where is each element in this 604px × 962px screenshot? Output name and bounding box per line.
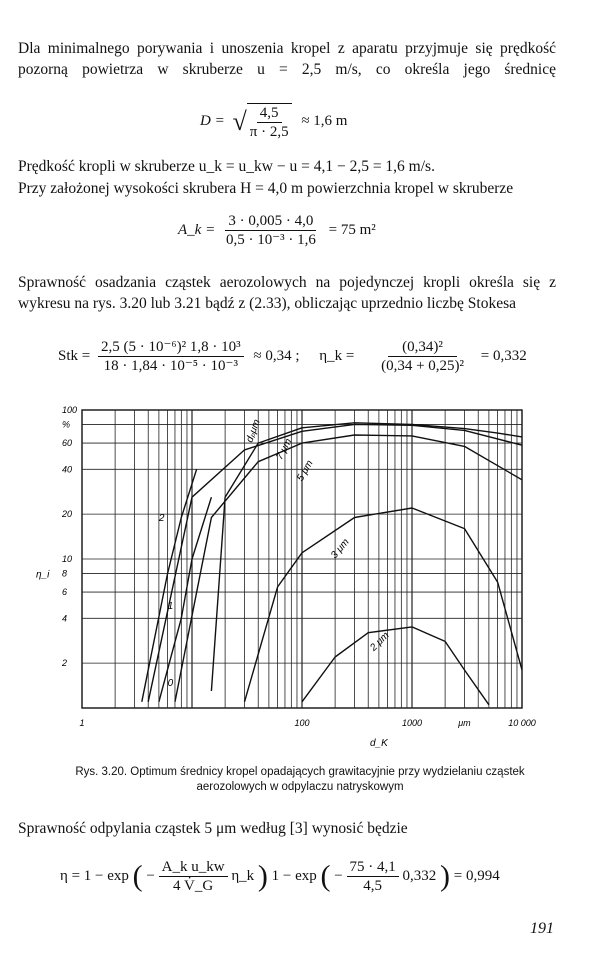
eq-etak-den: (0,34 + 0,25)² bbox=[381, 358, 465, 374]
page-number-text: 191 bbox=[530, 920, 554, 937]
curve-label-0: 0 bbox=[167, 678, 174, 690]
eq-d-num: 4,5 bbox=[257, 104, 282, 123]
figure-caption-text: Rys. 3.20. Optimum średnicy kropel opadających grawitacyjnie przy wydzielaniu cząstek aerozolowych w odpylaczu natryskowym bbox=[75, 766, 525, 793]
eq-eta-minus: − bbox=[146, 867, 155, 884]
y-tick-label: 4 bbox=[62, 613, 68, 624]
eq-stk-den: 18 · 1,84 · 10⁻⁵ · 10⁻³ bbox=[103, 358, 238, 374]
sqrt-sign: √ bbox=[232, 107, 247, 136]
eq-eta-val: 0,332 bbox=[402, 867, 437, 884]
paragraph-1-text: Dla minimalnego porywania i unoszenia kropel z aparatu przyjmuje się prędkość pozorną powietrza w skruberze u = 2,5 m/s, co określa jego średnicę bbox=[18, 40, 556, 78]
eq-a-den: 0,5 · 10⁻³ · 1,6 bbox=[225, 232, 316, 248]
curve-label-3um: 3 μm bbox=[328, 536, 352, 561]
eq-stk-fraction bbox=[98, 338, 244, 375]
eq-d-fraction bbox=[247, 104, 292, 141]
page-number bbox=[530, 920, 554, 938]
paren-open-1: ( bbox=[132, 859, 143, 893]
curve-label-dp: dₚμm bbox=[244, 418, 263, 445]
paren-close-1: ) bbox=[257, 859, 268, 893]
eq-a-lhs: A_k = bbox=[178, 221, 216, 238]
paragraph-3 bbox=[18, 178, 578, 199]
curve-label-1: 1 bbox=[167, 601, 174, 613]
eq-eta-p2: 1 − exp bbox=[271, 867, 317, 884]
y-tick-label: 2 bbox=[62, 658, 68, 669]
paragraph-2 bbox=[18, 156, 578, 177]
x-tick-label: 1000 bbox=[401, 718, 423, 728]
paren-open-2: ( bbox=[320, 859, 331, 893]
equation-efficiency bbox=[60, 858, 500, 895]
paragraph-4-text: Sprawność osadzania cząstek aerozolowych na pojedynczej kropli określa się z wykresu na rys. 3.20 lub 3.21 bądź z (2.33), obliczając uprzednio liczbę Stokesa bbox=[18, 274, 556, 312]
series-curve-3 bbox=[245, 508, 523, 702]
eq-stk-num: 2,5 (5 · 10⁻⁶)² 1,8 · 10³ bbox=[98, 338, 244, 357]
eq-a-fraction bbox=[223, 212, 319, 249]
eq-eta-fraction-1 bbox=[159, 858, 228, 895]
series-curve-2 bbox=[175, 435, 522, 702]
paragraph-5-text: Sprawność odpylania cząstek 5 μm według [3] wynosić będzie bbox=[18, 820, 408, 837]
chart-figure bbox=[20, 398, 560, 748]
eq-eta-den: 4 V̇_G bbox=[173, 878, 214, 894]
eq-eta-fraction-2 bbox=[347, 858, 399, 895]
eq-eta-result: = 0,994 bbox=[453, 867, 500, 884]
x-tick-label: 1 bbox=[79, 718, 85, 728]
eq-eta-num2: 75 · 4,1 bbox=[347, 858, 399, 877]
paragraph-2-text: Prędkość kropli w skruberze u_k = u_kw − u = 4,1 − 2,5 = 1,6 m/s. bbox=[18, 158, 435, 175]
eq-eta-den2: 4,5 bbox=[363, 878, 383, 894]
y-tick-label: 100 bbox=[62, 405, 78, 415]
eq-etak-num: (0,34)² bbox=[388, 338, 457, 357]
eq-etak-result: = 0,332 bbox=[480, 347, 527, 364]
y-tick-label: 60 bbox=[62, 438, 73, 449]
curve-label-5um: 5 μm bbox=[295, 458, 316, 484]
y-tick-label: 20 bbox=[62, 509, 73, 520]
curve-label-2um: 2 μm bbox=[368, 630, 392, 654]
eq-a-num: 3 · 0,005 · 4,0 bbox=[225, 212, 316, 231]
equation-area bbox=[178, 212, 376, 249]
y-axis-label: η_i bbox=[36, 569, 50, 581]
x-tick-label: μm bbox=[458, 718, 471, 728]
y-tick-label: 40 bbox=[62, 464, 73, 475]
figure-caption bbox=[40, 765, 560, 795]
eq-eta-num: A_k u_kw bbox=[159, 858, 228, 877]
eq-stk-lhs: Stk = bbox=[58, 347, 91, 364]
eq-d-lhs: D = bbox=[200, 113, 225, 130]
eq-eta-minus-2: − bbox=[334, 867, 343, 884]
eq-a-result: = 75 m² bbox=[328, 221, 376, 238]
curve-label-2: 2 bbox=[158, 512, 165, 524]
paragraph-3-text: Przy założonej wysokości skrubera H = 4,0 m powierzchnia kropel w skruberze bbox=[18, 180, 514, 197]
y-tick-label: 8 bbox=[62, 568, 68, 579]
y-tick-label: % bbox=[62, 419, 71, 430]
series-curve-6 bbox=[142, 469, 197, 702]
equation-diameter bbox=[200, 103, 347, 141]
x-tick-label: 10 000 bbox=[508, 718, 536, 728]
sqrt-body bbox=[247, 103, 292, 141]
eq-eta-p1: η = 1 − exp bbox=[60, 867, 129, 884]
eq-etak-fraction bbox=[378, 338, 467, 375]
eq-d-result: ≈ 1,6 m bbox=[301, 113, 348, 130]
x-axis-label: d_K bbox=[369, 738, 388, 748]
paren-close-2: ) bbox=[440, 859, 451, 893]
paragraph-1 bbox=[18, 38, 556, 80]
x-tick-label: 100 bbox=[294, 718, 310, 728]
eq-etak-lhs: η_k = bbox=[319, 347, 355, 364]
equation-stokes bbox=[58, 338, 527, 375]
series-curve-4 bbox=[302, 627, 489, 705]
chart-curves bbox=[142, 423, 522, 705]
eq-eta-mid: η_k bbox=[231, 867, 255, 884]
eq-d-den: π · 2,5 bbox=[249, 124, 289, 140]
paragraph-5 bbox=[18, 818, 578, 839]
chart-grid bbox=[82, 410, 522, 708]
eq-stk-mid: ≈ 0,34 ; bbox=[253, 347, 300, 364]
y-tick-label: 10 bbox=[62, 554, 73, 564]
y-tick-label: 6 bbox=[62, 587, 68, 598]
curve-label-7um: 7 μm bbox=[274, 436, 295, 462]
paragraph-4 bbox=[18, 272, 556, 314]
